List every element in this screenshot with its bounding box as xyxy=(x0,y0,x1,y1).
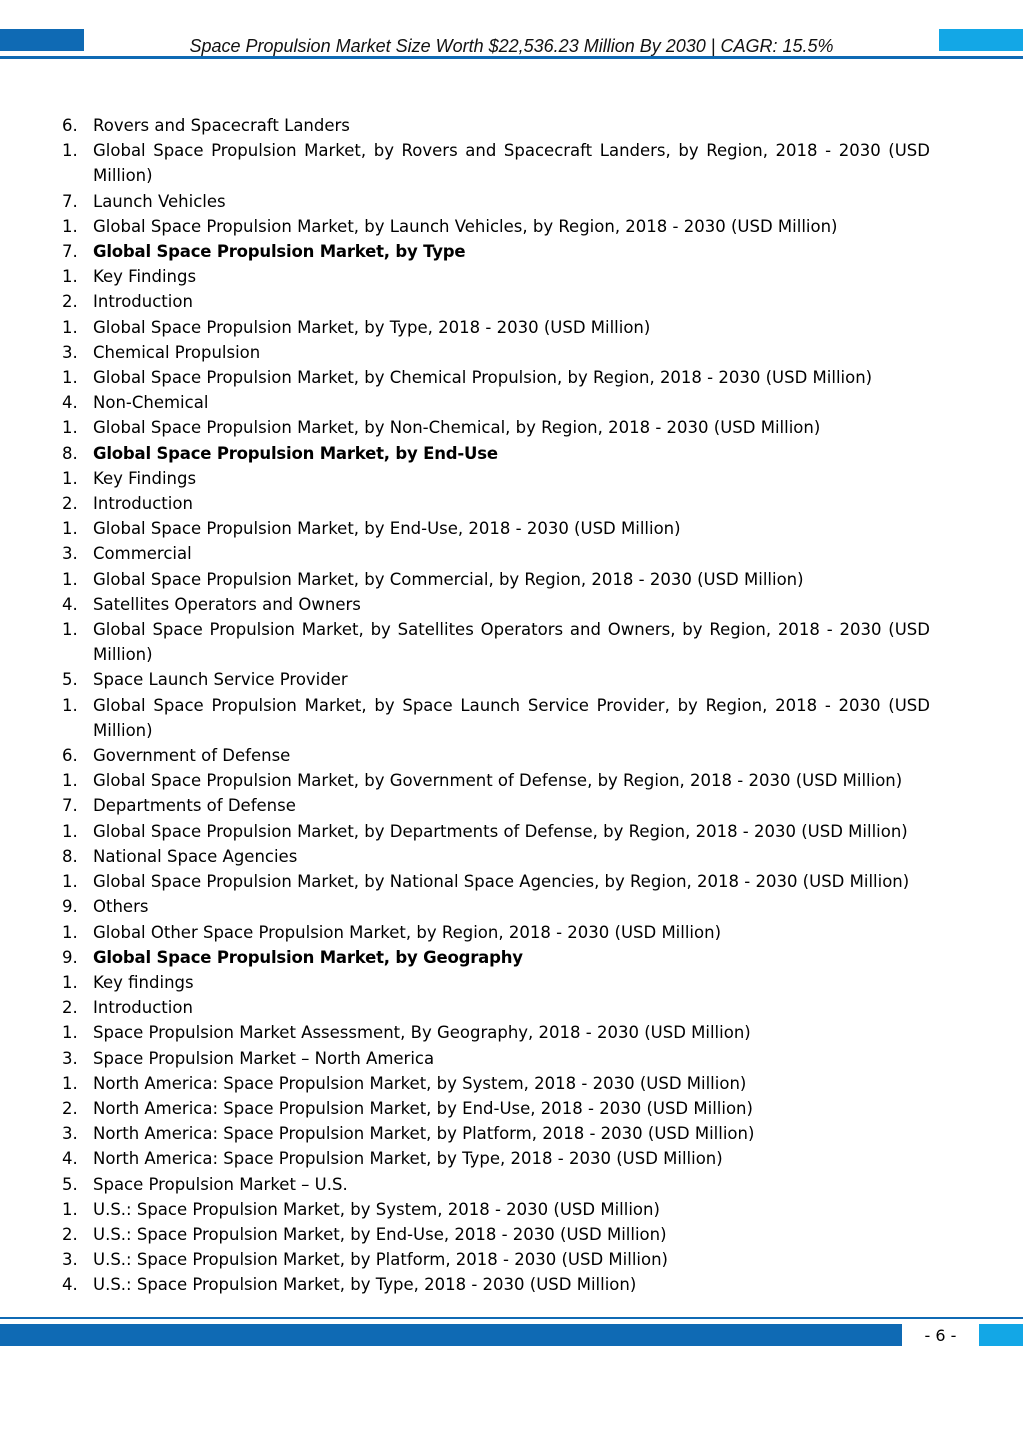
toc-entry-number: 1. xyxy=(62,695,78,715)
toc-entry-number: 2. xyxy=(62,998,78,1018)
toc-entry xyxy=(62,617,930,667)
toc-entry xyxy=(62,743,930,768)
toc-entry-number: 8. xyxy=(62,443,78,463)
footer-divider xyxy=(0,1317,1023,1319)
toc-entry xyxy=(62,592,930,617)
toc-entry-text: North America: Space Propulsion Market, by Type, 2018 - 2030 (USD Million) xyxy=(93,1149,723,1169)
toc-entry xyxy=(62,466,930,491)
toc-entry-number: 3. xyxy=(62,544,78,564)
toc-entry xyxy=(62,189,930,214)
toc-entry-number: 2. xyxy=(62,292,78,312)
toc-entry-number: 3. xyxy=(62,1250,78,1270)
toc-entry-number: 4. xyxy=(62,594,78,614)
toc-entry xyxy=(62,214,930,239)
toc-entry-number: 7. xyxy=(62,242,78,262)
toc-entry-text: National Space Agencies xyxy=(93,846,298,866)
toc-entry-text: Global Space Propulsion Market, by Type, 2018 - 2030 (USD Million) xyxy=(93,317,651,337)
toc-entry-text: Global Space Propulsion Market, by End-Use xyxy=(93,443,498,463)
toc-entry-text: U.S.: Space Propulsion Market, by System, 2018 - 2030 (USD Million) xyxy=(93,1199,660,1219)
toc-entry-text: Departments of Defense xyxy=(93,796,296,816)
toc-entry-number: 8. xyxy=(62,846,78,866)
toc-entry-number: 2. xyxy=(62,1224,78,1244)
toc-section-heading xyxy=(62,441,930,466)
toc-entry xyxy=(62,264,930,289)
toc-entry-number: 6. xyxy=(62,116,78,135)
toc-entry-text: Global Space Propulsion Market, by Non-Chemical, by Region, 2018 - 2030 (USD Million) xyxy=(93,418,821,438)
toc-entry-number: 9. xyxy=(62,897,78,917)
toc-entry-text: Global Space Propulsion Market, by Government of Defense, by Region, 2018 - 2030 (USD Million) xyxy=(93,771,903,791)
toc-entry-text: Global Space Propulsion Market, by Space Launch Service Provider, by Region, 2018 - 2030 (USD Million) xyxy=(93,695,930,740)
toc-entry-text: Non-Chemical xyxy=(93,393,209,413)
toc-entry xyxy=(62,1096,930,1121)
toc-section-heading xyxy=(62,239,930,264)
toc-entry-number: 1. xyxy=(62,368,78,388)
toc-entry xyxy=(62,693,930,743)
toc-entry xyxy=(62,516,930,541)
toc-entry xyxy=(62,1071,930,1096)
toc-entry-number: 1. xyxy=(62,569,78,589)
toc-entry-number: 1. xyxy=(62,317,78,337)
header-accent-left xyxy=(0,29,84,51)
toc-entry xyxy=(62,315,930,340)
toc-entry-number: 5. xyxy=(62,670,78,690)
toc-entry-text: Introduction xyxy=(93,494,193,514)
toc-entry xyxy=(62,113,930,138)
toc-entry-text: North America: Space Propulsion Market, by End-Use, 2018 - 2030 (USD Million) xyxy=(93,1098,753,1118)
toc-section-heading xyxy=(62,945,930,970)
toc-entry xyxy=(62,1247,930,1272)
toc-entry-number: 1. xyxy=(62,1199,78,1219)
toc-entry-text: Global Space Propulsion Market, by Satellites Operators and Owners, by Region, 2018 - 2030 (USD Million) xyxy=(93,620,930,665)
toc-entry-number: 7. xyxy=(62,191,78,211)
header-title: Space Propulsion Market Size Worth $22,536.23 Million By 2030 | CAGR: 15.5% xyxy=(189,36,834,56)
header-divider xyxy=(0,56,1023,59)
toc-entry xyxy=(62,340,930,365)
toc-entry-text: Space Launch Service Provider xyxy=(93,670,348,690)
toc-entry-number: 3. xyxy=(62,1048,78,1068)
toc-entry xyxy=(62,1121,930,1146)
toc-entry-number: 1. xyxy=(62,141,78,161)
toc-entry-number: 1. xyxy=(62,1073,78,1093)
toc-entry-number: 1. xyxy=(62,519,78,539)
toc-entry-text: Chemical Propulsion xyxy=(93,342,261,362)
toc-entry-text: Global Space Propulsion Market, by Rovers and Spacecraft Landers, by Region, 2018 - 2030 (USD Million) xyxy=(93,141,930,186)
toc-entry xyxy=(62,819,930,844)
toc-entry-text: Global Space Propulsion Market, by Launch Vehicles, by Region, 2018 - 2030 (USD Million) xyxy=(93,216,838,236)
toc-entry-text: Global Space Propulsion Market, by Departments of Defense, by Region, 2018 - 2030 (USD Million) xyxy=(93,821,908,841)
toc-entry xyxy=(62,920,930,945)
footer-accent-right xyxy=(979,1324,1023,1346)
toc-entry-text: Key Findings xyxy=(93,267,197,287)
toc-entry xyxy=(62,390,930,415)
toc-entry-number: 1. xyxy=(62,418,78,438)
toc-entry xyxy=(62,491,930,516)
header-accent-right xyxy=(939,29,1023,51)
toc-entry-text: U.S.: Space Propulsion Market, by Platform, 2018 - 2030 (USD Million) xyxy=(93,1250,668,1270)
toc-entry-number: 9. xyxy=(62,947,78,967)
toc-entry-text: U.S.: Space Propulsion Market, by End-Use, 2018 - 2030 (USD Million) xyxy=(93,1224,667,1244)
toc-entry xyxy=(62,289,930,314)
toc-entry-text: North America: Space Propulsion Market, by Platform, 2018 - 2030 (USD Million) xyxy=(93,1124,755,1144)
table-of-contents xyxy=(62,113,930,1298)
toc-entry xyxy=(62,869,930,894)
toc-entry-number: 7. xyxy=(62,796,78,816)
toc-entry-number: 4. xyxy=(62,1275,78,1295)
toc-entry-text: Global Space Propulsion Market, by Commercial, by Region, 2018 - 2030 (USD Million) xyxy=(93,569,804,589)
toc-entry-text: Rovers and Spacecraft Landers xyxy=(93,116,350,135)
toc-entry xyxy=(62,894,930,919)
toc-entry xyxy=(62,1222,930,1247)
toc-entry xyxy=(62,844,930,869)
toc-entry-text: Launch Vehicles xyxy=(93,191,226,211)
toc-entry-number: 1. xyxy=(62,1023,78,1043)
toc-entry xyxy=(62,1146,930,1171)
toc-entry-text: Global Space Propulsion Market, by Chemical Propulsion, by Region, 2018 - 2030 (USD Million) xyxy=(93,368,873,388)
toc-entry-number: 1. xyxy=(62,267,78,287)
toc-entry-number: 4. xyxy=(62,1149,78,1169)
toc-entry-text: Introduction xyxy=(93,292,193,312)
toc-entry xyxy=(62,138,930,188)
toc-entry-text: Key findings xyxy=(93,972,194,992)
toc-entry-number: 4. xyxy=(62,393,78,413)
toc-entry-number: 3. xyxy=(62,1124,78,1144)
toc-entry-text: Global Space Propulsion Market, by End-Use, 2018 - 2030 (USD Million) xyxy=(93,519,681,539)
toc-entry-number: 1. xyxy=(62,821,78,841)
toc-entry xyxy=(62,1046,930,1071)
toc-entry-text: Key Findings xyxy=(93,468,197,488)
toc-entry-text: Introduction xyxy=(93,998,193,1018)
toc-entry xyxy=(62,667,930,692)
toc-entry-number: 2. xyxy=(62,494,78,514)
toc-entry-number: 1. xyxy=(62,771,78,791)
toc-entry-number: 2. xyxy=(62,1098,78,1118)
page-number: - 6 - xyxy=(924,1326,957,1345)
toc-entry xyxy=(62,768,930,793)
toc-entry-number: 1. xyxy=(62,468,78,488)
toc-entry-text: Space Propulsion Market – U.S. xyxy=(93,1174,348,1194)
toc-entry xyxy=(62,970,930,995)
toc-entry-text: Satellites Operators and Owners xyxy=(93,594,361,614)
toc-entry xyxy=(62,793,930,818)
toc-entry xyxy=(62,567,930,592)
toc-entry-number: 1. xyxy=(62,872,78,892)
toc-entry xyxy=(62,415,930,440)
toc-entry-number: 1. xyxy=(62,620,78,640)
toc-entry-text: Global Space Propulsion Market, by National Space Agencies, by Region, 2018 - 2030 (USD Million) xyxy=(93,872,910,892)
toc-entry xyxy=(62,1172,930,1197)
toc-entry-number: 5. xyxy=(62,1174,78,1194)
toc-entry-text: Global Other Space Propulsion Market, by Region, 2018 - 2030 (USD Million) xyxy=(93,922,722,942)
toc-entry-text: Space Propulsion Market – North America xyxy=(93,1048,435,1068)
toc-entry-text: North America: Space Propulsion Market, by System, 2018 - 2030 (USD Million) xyxy=(93,1073,747,1093)
toc-entry xyxy=(62,1197,930,1222)
toc-entry-number: 1. xyxy=(62,922,78,942)
toc-entry-number: 3. xyxy=(62,342,78,362)
toc-entry-number: 6. xyxy=(62,746,78,766)
toc-entry xyxy=(62,541,930,566)
toc-entry xyxy=(62,1020,930,1045)
toc-entry-text: Government of Defense xyxy=(93,746,291,766)
toc-entry xyxy=(62,995,930,1020)
toc-entry-text: Global Space Propulsion Market, by Geography xyxy=(93,947,523,967)
toc-entry-number: 1. xyxy=(62,972,78,992)
toc-entry xyxy=(62,1272,930,1297)
toc-entry-text: Commercial xyxy=(93,544,192,564)
toc-entry-text: Global Space Propulsion Market, by Type xyxy=(93,242,466,262)
toc-entry-text: Others xyxy=(93,897,149,917)
toc-entry-number: 1. xyxy=(62,216,78,236)
toc-entry-text: Space Propulsion Market Assessment, By Geography, 2018 - 2030 (USD Million) xyxy=(93,1023,751,1043)
footer-accent-bar xyxy=(0,1324,902,1346)
toc-entry-text: U.S.: Space Propulsion Market, by Type, 2018 - 2030 (USD Million) xyxy=(93,1275,637,1295)
toc-entry xyxy=(62,365,930,390)
